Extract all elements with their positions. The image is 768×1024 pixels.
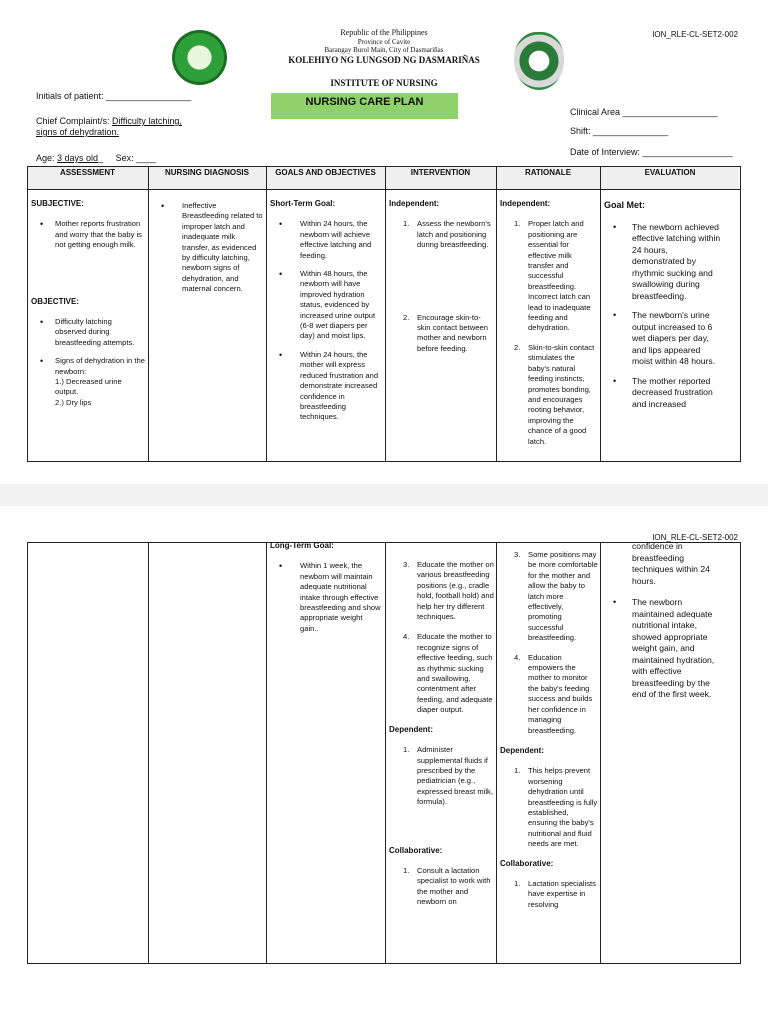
page-1 — [0, 0, 768, 484]
goals-cell-continued — [270, 541, 383, 642]
rationale-cell — [500, 199, 598, 456]
document-id: ION_RLE-CL-SET2-002 — [652, 30, 738, 39]
diagnosis-cell — [152, 201, 264, 303]
evaluation-cell — [604, 200, 722, 418]
dependent-heading: Dependent: — [389, 724, 433, 734]
college-seal-logo — [172, 30, 227, 85]
age-sex-line: Age: 3 days old_ Sex: ____ — [36, 153, 157, 163]
intervention-cell-continued — [389, 560, 494, 917]
rationale-item: 2. Skin-to-skin contact stimulates the baby's natural feeding instincts, promotes bonding, and encourages rooting behavior, improving the chance of a good latch. — [514, 342, 595, 446]
shift-field: Shift: _______________ — [570, 126, 669, 136]
document-id: ION_RLE-CL-SET2-002 — [652, 533, 738, 542]
objective-subitem: 2.) Dry lips — [55, 397, 92, 407]
column-header-goals: GOALS AND OBJECTIVES — [275, 168, 376, 177]
dependent-heading: Dependent: — [500, 745, 544, 755]
short-term-goal-heading: Short-Term Goal: — [270, 199, 336, 208]
plan-title: NURSING CARE PLAN — [271, 93, 458, 119]
goal-item: • Within 24 hours, the mother will express reduced frustration and demonstrate increased confidence in breastfeeding techniques. — [270, 350, 383, 423]
rationale-item: 3. Some positions may be more comfortable for the mother and allow the baby to latch more effectively, promoting successful breastfeeding. — [514, 550, 598, 643]
intervention-cell — [389, 199, 494, 363]
objective-heading: OBJECTIVE: — [31, 296, 80, 306]
subjective-heading: SUBJECTIVE: — [31, 199, 84, 208]
page-2 — [0, 506, 768, 1024]
goals-cell — [270, 199, 383, 431]
institute-of-nursing-logo — [514, 32, 564, 90]
evaluation-item: • The mother reported decreased frustration and increased — [604, 376, 722, 411]
goal-met-heading: Goal Met: — [604, 200, 646, 210]
diagnosis-text: • Ineffective Breastfeeding related to improper latch and inadequate milk transfer, as evidenced by difficulty latching, newborn signs of dehydration, and maternal concern. — [152, 201, 264, 295]
rationale-item: 1. Lactation specialists have expertise in resolving — [514, 878, 596, 909]
subjective-item: • Mother reports frustration and worry that the baby is not getting enough milk. — [31, 219, 145, 250]
province-line: Province of Cavite — [357, 38, 411, 46]
republic-line: Republic of the Philippines — [340, 28, 428, 37]
rationale-item: 1. This helps prevent worsening dehydration until breastfeeding is fully established, ensuring the baby's nutritional and fluid needs are met. — [514, 766, 598, 849]
assessment-cell — [31, 199, 145, 408]
evaluation-item: • The newborn maintained adequate nutritional intake, showed appropriate weight gain, and maintained hydration, with effective breastfeeding by the end of the first week. — [604, 597, 722, 701]
rationale-item: 4. Education empowers the mother to monitor the baby's feeding success and builds her confidence in managing breastfeeding. — [514, 652, 593, 735]
goal-item: • Within 24 hours, the newborn will achieve effective latching and feeding. — [270, 219, 383, 261]
objective-item: • Signs of dehydration in the newborn: — [31, 356, 145, 377]
column-header-rationale: RATIONALE — [524, 168, 572, 177]
intervention-item: 1. Assess the newborn's latch and positioning during breastfeeding. — [403, 219, 491, 250]
long-term-goal-heading: Long-Term Goal: — [270, 541, 334, 550]
intervention-item: 1. Consult a lactation specialist to work with the mother and newborn on — [403, 865, 491, 907]
chief-complaint: Chief Complaint/s: Difficulty latching, — [36, 116, 182, 126]
chief-complaint-continued: signs of dehydration. — [36, 127, 120, 137]
clinical-area-field: Clinical Area ___________________ — [570, 107, 718, 117]
intervention-item: 1. Administer supplemental fluids if prescribed by the pediatrician (e.g., expressed breast milk, formula). — [403, 745, 493, 807]
date-of-interview-field: Date of Interview: __________________ — [570, 147, 733, 157]
college-name: KOLEHIYO NG LUNGSOD NG DASMARIÑAS — [288, 55, 480, 65]
evaluation-cell-continued — [604, 541, 722, 709]
column-header-diagnosis: NURSING DIAGNOSIS — [164, 168, 249, 177]
column-header-assessment: ASSESSMENT — [59, 168, 116, 177]
column-header-intervention: INTERVENTION — [410, 168, 471, 177]
independent-heading: Independent: — [500, 199, 551, 208]
evaluation-item-continued: confidence in breastfeeding techniques within 24 hours. — [632, 541, 710, 586]
collaborative-heading: Collaborative: — [500, 858, 554, 868]
evaluation-item: • The newborn achieved effective latching within 24 hours, demonstrated by rhythmic sucking and swallowing during breastfeeding. — [604, 222, 722, 303]
intervention-item: 3. Educate the mother on various breastfeeding positions (e.g., cradle hold, football hold) and help her try different techniques. — [403, 560, 494, 622]
objective-item: • Difficulty latching observed during breastfeeding attempts. — [31, 317, 145, 348]
independent-heading: Independent: — [389, 199, 440, 208]
initials-label: Initials of patient: _________________ — [36, 91, 192, 101]
institute-name: INSTITUTE OF NURSING — [330, 78, 438, 88]
rationale-item: 1. Proper latch and positioning are essential for effective milk transfer and successful breastfeeding. Incorrect latch can lead to inadequate feeding and dehydration. — [514, 219, 591, 333]
rationale-cell-continued — [500, 550, 598, 919]
evaluation-item: • The newborn's urine output increased to 6 wet diapers per day, and lips appeared moist within 48 hours. — [604, 310, 722, 368]
intervention-item: 2. Encourage skin-to-skin contact between mother and newborn before feeding. — [403, 312, 488, 353]
collaborative-heading: Collaborative: — [389, 845, 443, 855]
barangay-line: Barangay Burol Main, City of Dasmariñas — [324, 46, 444, 54]
goal-item: • Within 1 week, the newborn will maintain adequate nutritional intake through effective breastfeeding and show appropriate weight gain.. — [270, 561, 383, 634]
goal-item: • Within 48 hours, the newborn will have improved hydration status, evidenced by increased urine output (6-8 wet diapers per day) and moist lips. — [270, 269, 383, 342]
column-header-evaluation: EVALUATION — [644, 168, 696, 177]
intervention-item: 4. Educate the mother to recognize signs of effective feeding, such as rhythmic sucking and swallowing, contentment after feeding, and adequate diaper output. — [403, 632, 493, 715]
objective-subitem: 1.) Decreased urine output. — [55, 377, 122, 397]
